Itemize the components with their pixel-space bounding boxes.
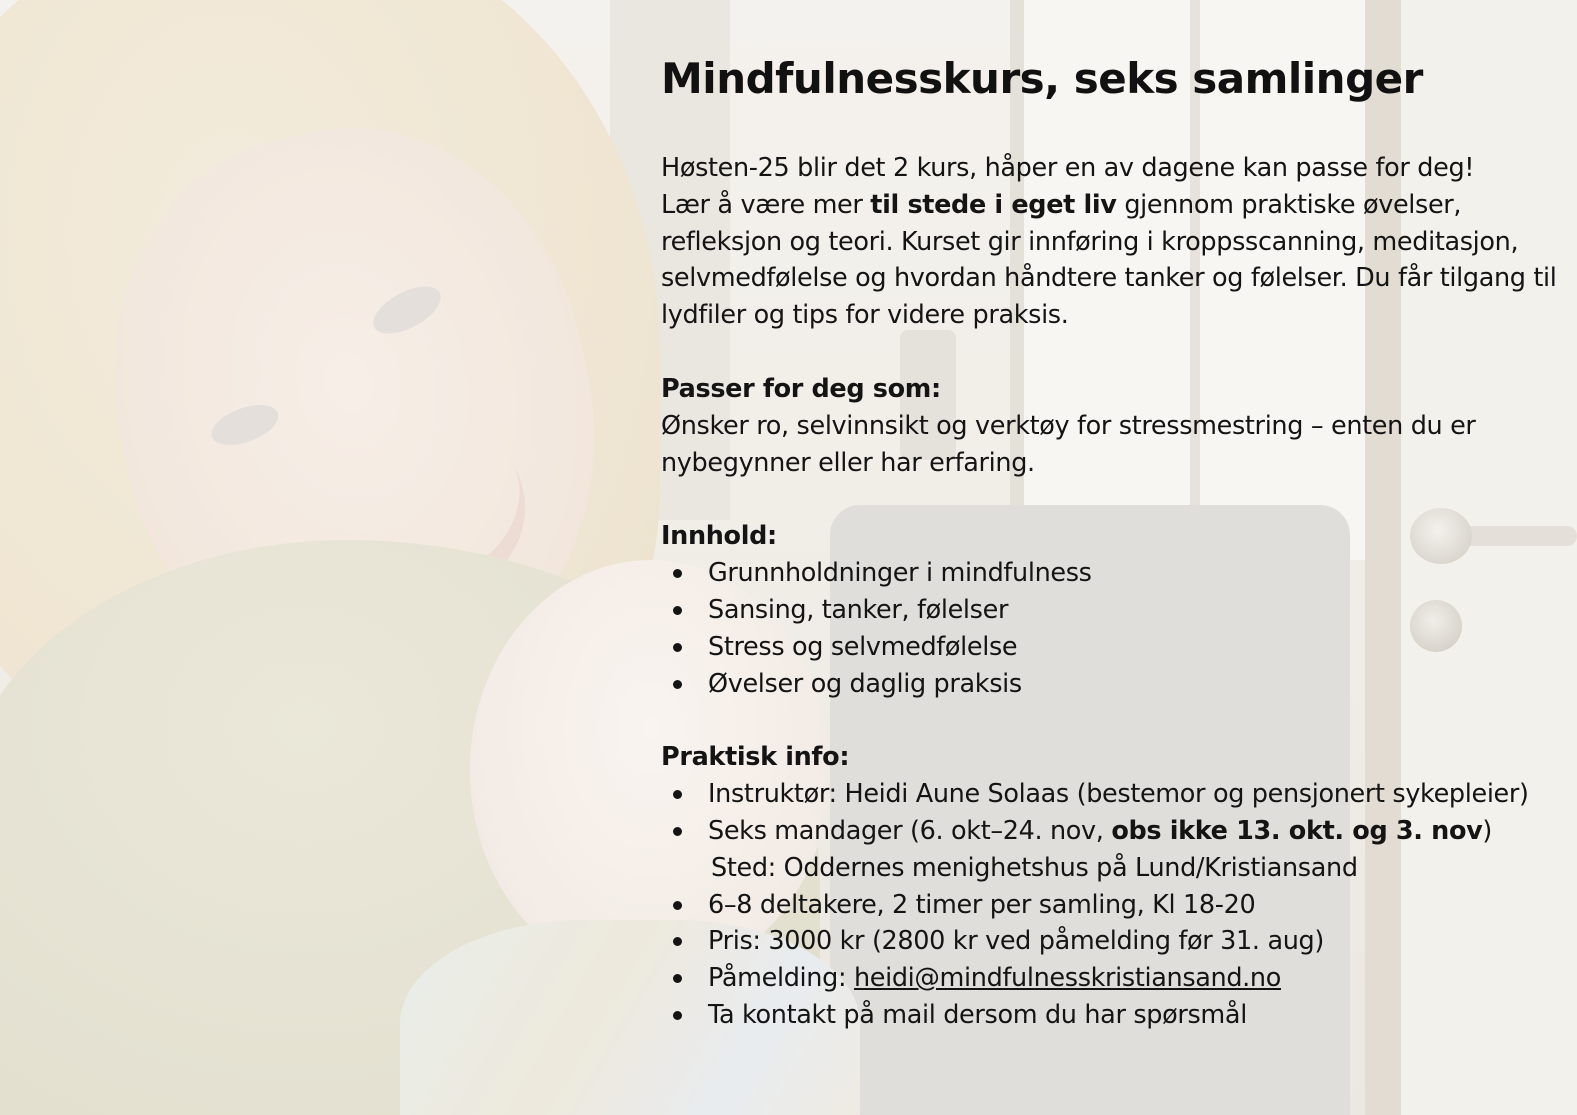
bullet-icon	[673, 606, 682, 615]
bullet-icon	[673, 901, 682, 910]
bullet-icon	[673, 974, 682, 983]
list-item-text: Sansing, tanker, følelser	[708, 594, 1009, 625]
signup-item	[661, 960, 1571, 997]
contact-text: Ta kontakt på mail dersom du har spørsmål	[708, 999, 1247, 1030]
bullet-icon	[673, 643, 682, 652]
course-flyer	[661, 50, 1571, 1071]
list-item	[661, 666, 1571, 703]
price-item	[661, 923, 1571, 960]
practical-list	[661, 776, 1571, 1034]
bullet-icon	[673, 680, 682, 689]
content-heading: Innhold:	[661, 521, 777, 552]
participants-item	[661, 887, 1571, 924]
content-list	[661, 555, 1571, 702]
page-title: Mindfulnesskurs, seks samlinger	[661, 54, 1423, 103]
dates-item	[661, 813, 1571, 850]
list-item	[661, 555, 1571, 592]
location-text: Sted: Oddernes menighetshus på Lund/Kristiansand	[711, 852, 1358, 883]
intro-line-1: Høsten-25 blir det 2 kurs, håper en av dagene kan passe for deg!	[661, 153, 1475, 183]
location-line	[661, 850, 1571, 887]
list-item	[661, 629, 1571, 666]
bullet-icon	[673, 827, 682, 836]
bullet-icon	[673, 790, 682, 799]
bullet-icon	[673, 937, 682, 946]
instructor-item	[661, 776, 1571, 813]
signup-email-link[interactable]: heidi@mindfulnesskristiansand.no	[853, 963, 1281, 994]
practical-heading: Praktisk info:	[661, 742, 850, 773]
target-heading: Passer for deg som:	[661, 373, 941, 404]
intro-highlight: til stede i eget liv	[870, 189, 1117, 220]
dates-close: )	[1482, 815, 1492, 846]
intro-line-2-start: Lær å være mer	[661, 189, 871, 220]
instructor-text: Instruktør: Heidi Aune Solaas (bestemor og pensjonert sykepleier)	[708, 779, 1529, 810]
list-item-text: Grunnholdninger i mindfulness	[708, 558, 1092, 589]
participants-text: 6–8 deltakere, 2 timer per samling, Kl 18-20	[708, 889, 1256, 920]
intro-line-2-rest: gjennom praktiske øvelser, refleksjon og teori. Kurset gir innføring i kroppsscanning, meditasjon, selvmedfølelse og hvordan håndtere tanker og følelser. Du får tilgang til lydfiler og tips for videre praksis.	[661, 189, 1557, 331]
price-text: Pris: 3000 kr (2800 kr ved påmelding før 31. aug)	[708, 926, 1324, 957]
signup-label: Påmelding:	[708, 963, 854, 994]
bullet-icon	[673, 569, 682, 578]
list-item-text: Øvelser og daglig praksis	[708, 668, 1022, 699]
contact-item	[661, 997, 1571, 1034]
list-item	[661, 592, 1571, 629]
intro-paragraph	[661, 150, 1571, 334]
dates-exception: obs ikke 13. okt. og 3. nov	[1111, 815, 1483, 846]
dates-text: Seks mandager (6. okt–24. nov,	[708, 815, 1112, 846]
target-text: Ønsker ro, selvinnsikt og verktøy for stressmestring – enten du er nybegynner eller har erfaring.	[661, 410, 1476, 478]
list-item-text: Stress og selvmedfølelse	[708, 631, 1018, 662]
bullet-icon	[673, 1011, 682, 1020]
